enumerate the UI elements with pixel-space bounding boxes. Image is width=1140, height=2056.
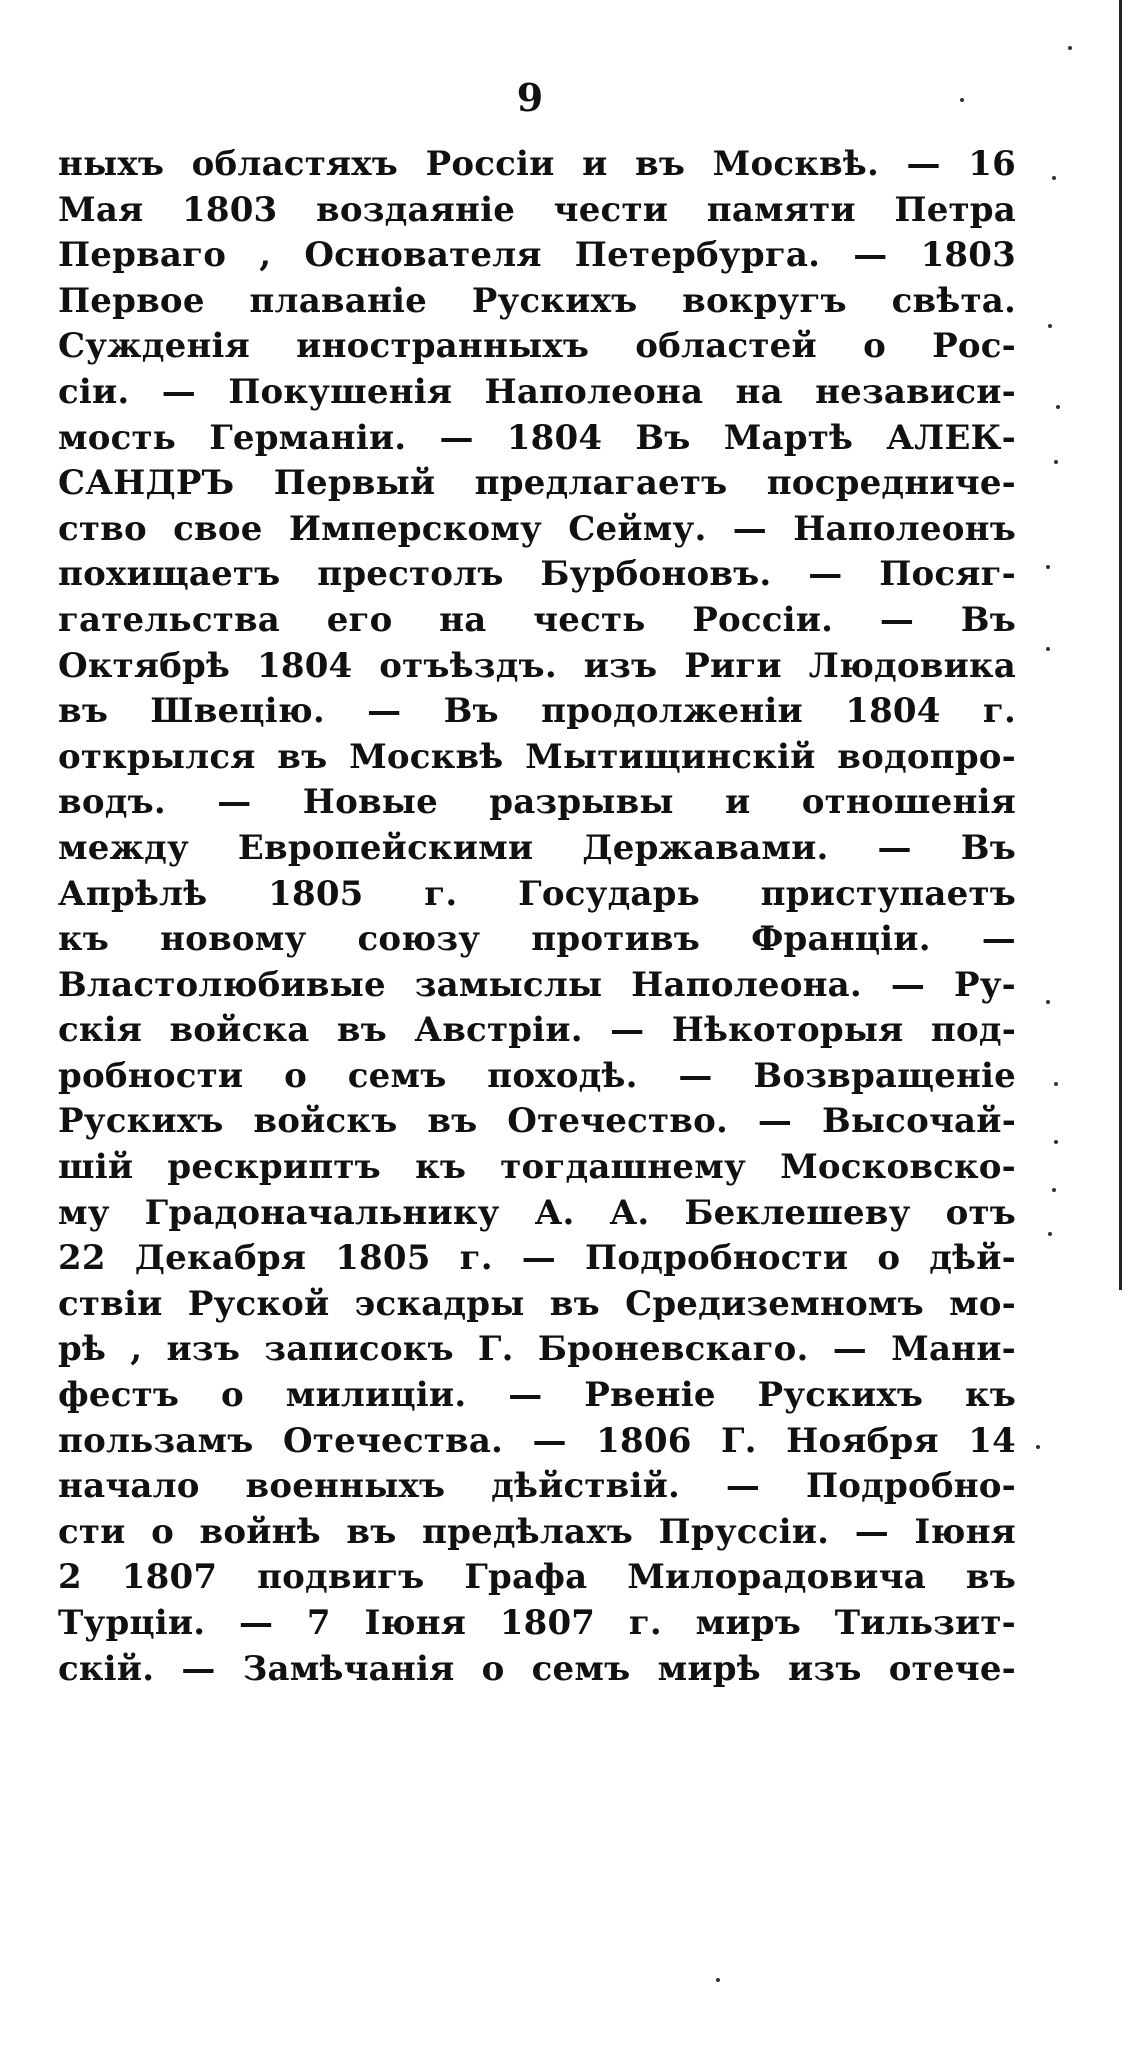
print-speck <box>1048 324 1052 328</box>
text-line: въ Швецію. — Въ продолженіи 1804 г. <box>58 691 1016 732</box>
text-line: робности о семъ походѣ. — Возвращеніе <box>58 1055 1016 1096</box>
body-text <box>58 142 1016 1692</box>
print-speck <box>1068 46 1072 50</box>
page-number: 9 <box>516 75 544 120</box>
text-line: сти о войнѣ въ предѣлахъ Пруссіи. — Іюня <box>58 1511 1016 1552</box>
text-line: скій. — Замѣчанія о семъ мирѣ изъ отече- <box>58 1648 1016 1689</box>
text-line: 2 1807 подвигъ Графа Милорадовича въ <box>58 1557 1016 1598</box>
text-line: скія войска въ Австріи. — Нѣкоторыя под- <box>58 1010 1016 1051</box>
print-speck <box>1046 1000 1050 1004</box>
page-edge-line <box>1119 0 1122 1290</box>
text-line: пользамъ Отечества. — 1806 Г. Ноября 14 <box>58 1420 1016 1461</box>
text-line: открылся въ Москвѣ Мытищинскій водопро- <box>58 736 1016 777</box>
print-speck <box>1054 1082 1058 1086</box>
text-line: сіи. — Покушенія Наполеона на независи- <box>58 371 1016 412</box>
print-speck <box>716 1978 720 1982</box>
print-speck <box>1052 176 1056 180</box>
text-line: между Европейскими Державами. — Въ <box>58 827 1016 868</box>
print-speck <box>960 98 964 102</box>
text-line: начало военныхъ дѣйствій. — Подробно- <box>58 1466 1016 1507</box>
print-speck <box>1036 1445 1040 1449</box>
text-line: Апрѣлѣ 1805 г. Государь приступаетъ <box>58 873 1016 914</box>
text-line: Перваго , Основателя Петербурга. — 1803 <box>58 235 1016 276</box>
text-line: му Градоначальнику А. А. Беклешеву отъ <box>58 1192 1016 1233</box>
text-line: 22 Декабря 1805 г. — Подробности о дѣй- <box>58 1238 1016 1279</box>
print-speck <box>1048 1232 1052 1236</box>
text-line: ныхъ областяхъ Россіи и въ Москвѣ. — 16 <box>58 144 1016 184</box>
text-line: Мая 1803 воздаяніе чести памяти Петра <box>58 189 1016 230</box>
text-line: Сужденія иностранныхъ областей о Рос- <box>58 326 1016 367</box>
print-speck <box>1052 1188 1056 1192</box>
text-line: Октябрѣ 1804 отъѣздъ. изъ Риги Людовика <box>58 645 1016 686</box>
text-line: Турціи. — 7 Іюня 1807 г. миръ Тильзит- <box>58 1603 1016 1643</box>
print-speck <box>1054 460 1058 464</box>
text-line: мость Германіи. — 1804 Въ Мартѣ АЛЕК- <box>58 417 1016 458</box>
text-line: Рускихъ войскъ въ Отечество. — Высочай- <box>58 1101 1016 1142</box>
text-line: ствіи Руской эскадры въ Средиземномъ мо- <box>58 1283 1016 1324</box>
text-line: гательства его на честь Россіи. — Въ <box>58 599 1016 640</box>
print-speck <box>1046 565 1050 569</box>
text-line: Первое плаваніе Рускихъ вокругъ свѣта. <box>58 280 1016 321</box>
print-speck <box>1056 405 1060 409</box>
print-speck <box>1054 1140 1058 1144</box>
text-line: ство свое Имперскому Сейму. — Наполеонъ <box>58 508 1016 549</box>
text-line: САНДРЪ Первый предлагаетъ посредниче- <box>58 463 1016 504</box>
text-line: водъ. — Новые разрывы и отношенія <box>58 782 1016 823</box>
text-line: къ новому союзу противъ Франціи. — <box>58 919 1016 960</box>
text-line: Властолюбивые замыслы Наполеона. — Ру- <box>58 964 1016 1005</box>
text-line: похищаетъ престолъ Бурбоновъ. — Посяг- <box>58 554 1016 595</box>
text-line: шій рескриптъ къ тогдашнему Московско- <box>58 1147 1016 1188</box>
text-line: рѣ , изъ записокъ Г. Броневскаго. — Мани- <box>58 1329 1016 1370</box>
text-line: фестъ о милиціи. — Рвеніе Рускихъ къ <box>58 1375 1016 1416</box>
print-speck <box>1046 647 1050 651</box>
